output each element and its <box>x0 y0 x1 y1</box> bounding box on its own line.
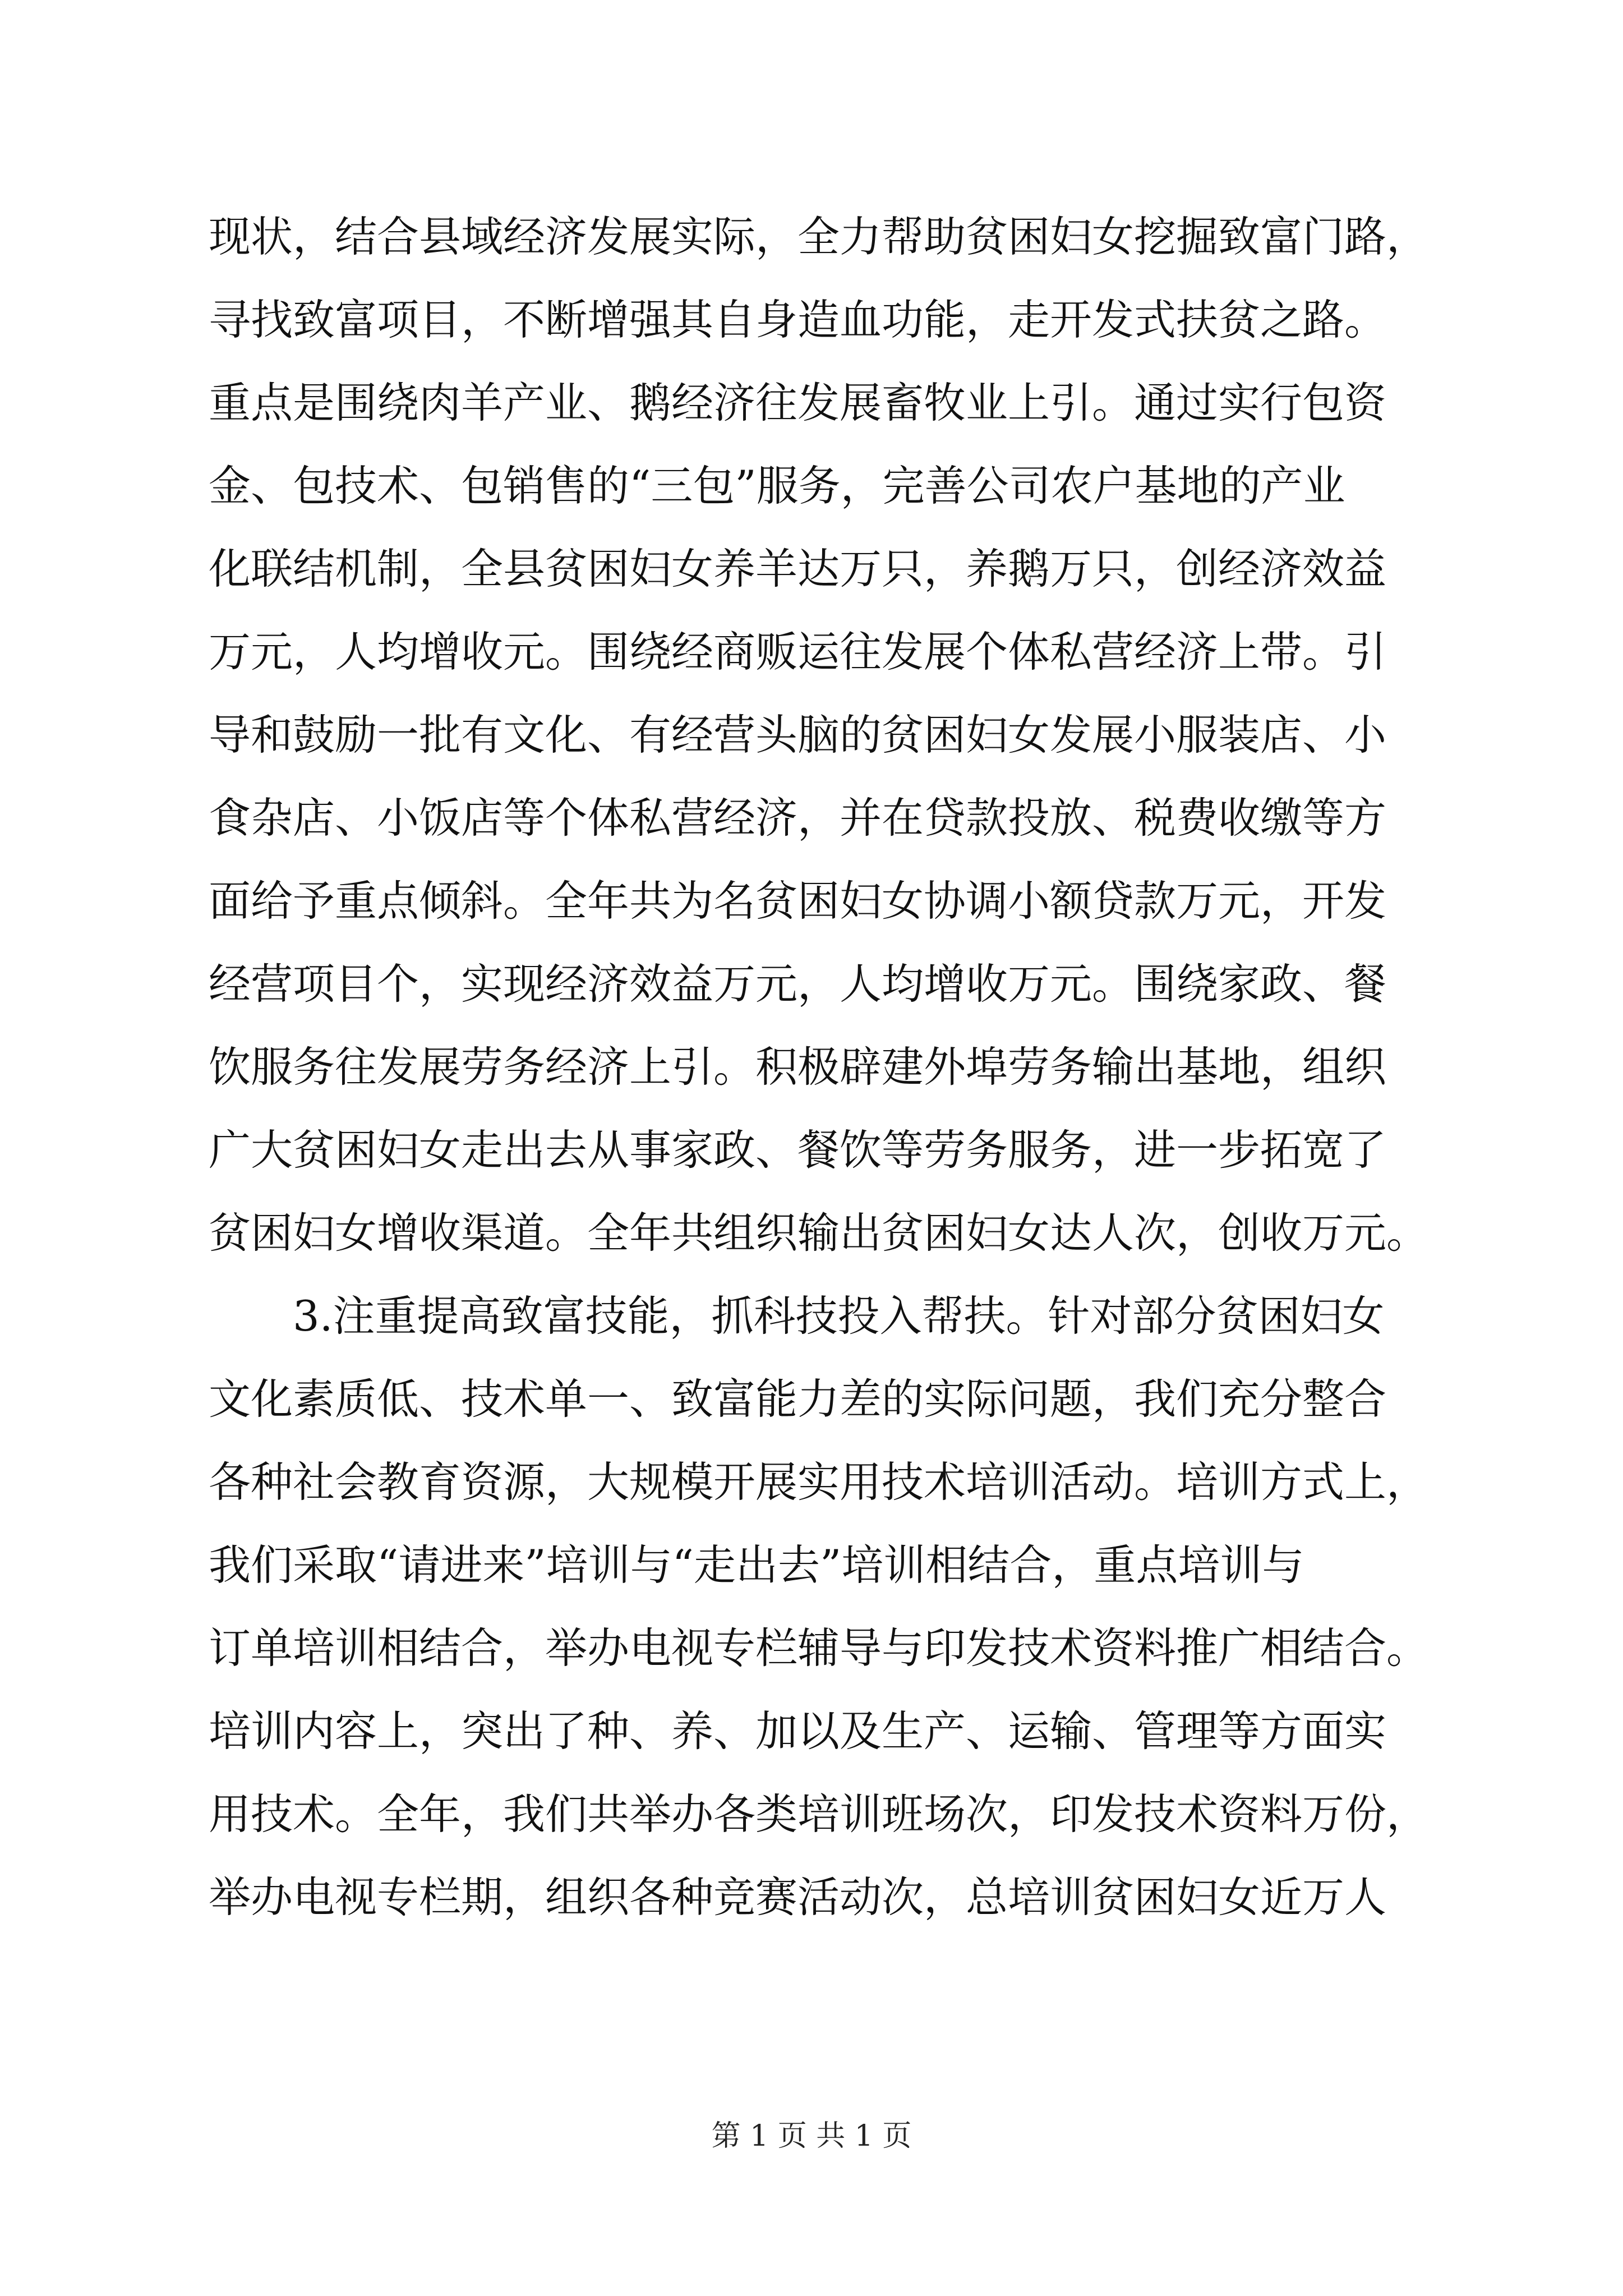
text-line: 广大贫困妇女走出去从事家政、餐饮等劳务服务，进一步拓宽了 <box>209 1125 1387 1175</box>
text-line: 文化素质低、技术单一、致富能力差的实际问题，我们充分整合 <box>209 1374 1387 1424</box>
text-line: 面给予重点倾斜。全年共为名贫困妇女协调小额贷款万元，开发 <box>209 876 1387 926</box>
text-line: 重点是围绕肉羊产业、鹅经济往发展畜牧业上引。通过实行包资 <box>209 378 1387 427</box>
text-line: 现状，结合县域经济发展实际，全力帮助贫困妇女挖掘致富门路， <box>209 212 1429 261</box>
text-line: 寻找致富项目，不断增强其自身造血功能，走开发式扶贫之路。 <box>209 295 1387 344</box>
section-heading-line: 3.注重提高致富技能，抓科技投入帮扶。针对部分贫困妇女 <box>293 1291 1385 1341</box>
text-line: 食杂店、小饭店等个体私营经济，并在贷款投放、税费收缴等方 <box>209 793 1387 843</box>
page-number-label: 第 1 页 共 1 页 <box>711 2119 912 2153</box>
text-line: 化联结机制，全县贫困妇女养羊达万只，养鹅万只，创经济效益 <box>209 544 1387 593</box>
text-line: 导和鼓励一批有文化、有经营头脑的贫困妇女发展小服装店、小 <box>209 710 1387 760</box>
text-line: 举办电视专栏期，组织各种竞赛活动次，总培训贫困妇女近万人 <box>209 1872 1387 1922</box>
text-line: 贫困妇女增收渠道。全年共组织输出贫困妇女达人次，创收万元。 <box>209 1208 1429 1258</box>
text-line: 金、包技术、包销售的“三包”服务，完善公司农户基地的产业 <box>209 461 1345 510</box>
text-line: 万元，人均增收元。围绕经商贩运往发展个体私营经济上带。引 <box>209 627 1387 677</box>
text-line: 用技术。全年，我们共举办各类培训班场次，印发技术资料万份， <box>209 1789 1429 1839</box>
page-footer <box>0 2114 1623 2159</box>
text-line: 培训内容上，突出了种、养、加以及生产、运输、管理等方面实 <box>209 1706 1387 1756</box>
text-line: 各种社会教育资源，大规模开展实用技术培训活动。培训方式上， <box>209 1457 1429 1507</box>
text-line: 经营项目个，实现经济效益万元，人均增收万元。围绕家政、餐 <box>209 959 1387 1009</box>
body-text <box>209 195 1465 1939</box>
text-line: 我们采取“请进来”培训与“走出去”培训相结合，重点培训与 <box>209 1540 1304 1590</box>
text-line: 饮服务往发展劳务经济上引。积极辟建外埠劳务输出基地，组织 <box>209 1042 1387 1092</box>
text-line: 订单培训相结合，举办电视专栏辅导与印发技术资料推广相结合。 <box>209 1623 1429 1673</box>
